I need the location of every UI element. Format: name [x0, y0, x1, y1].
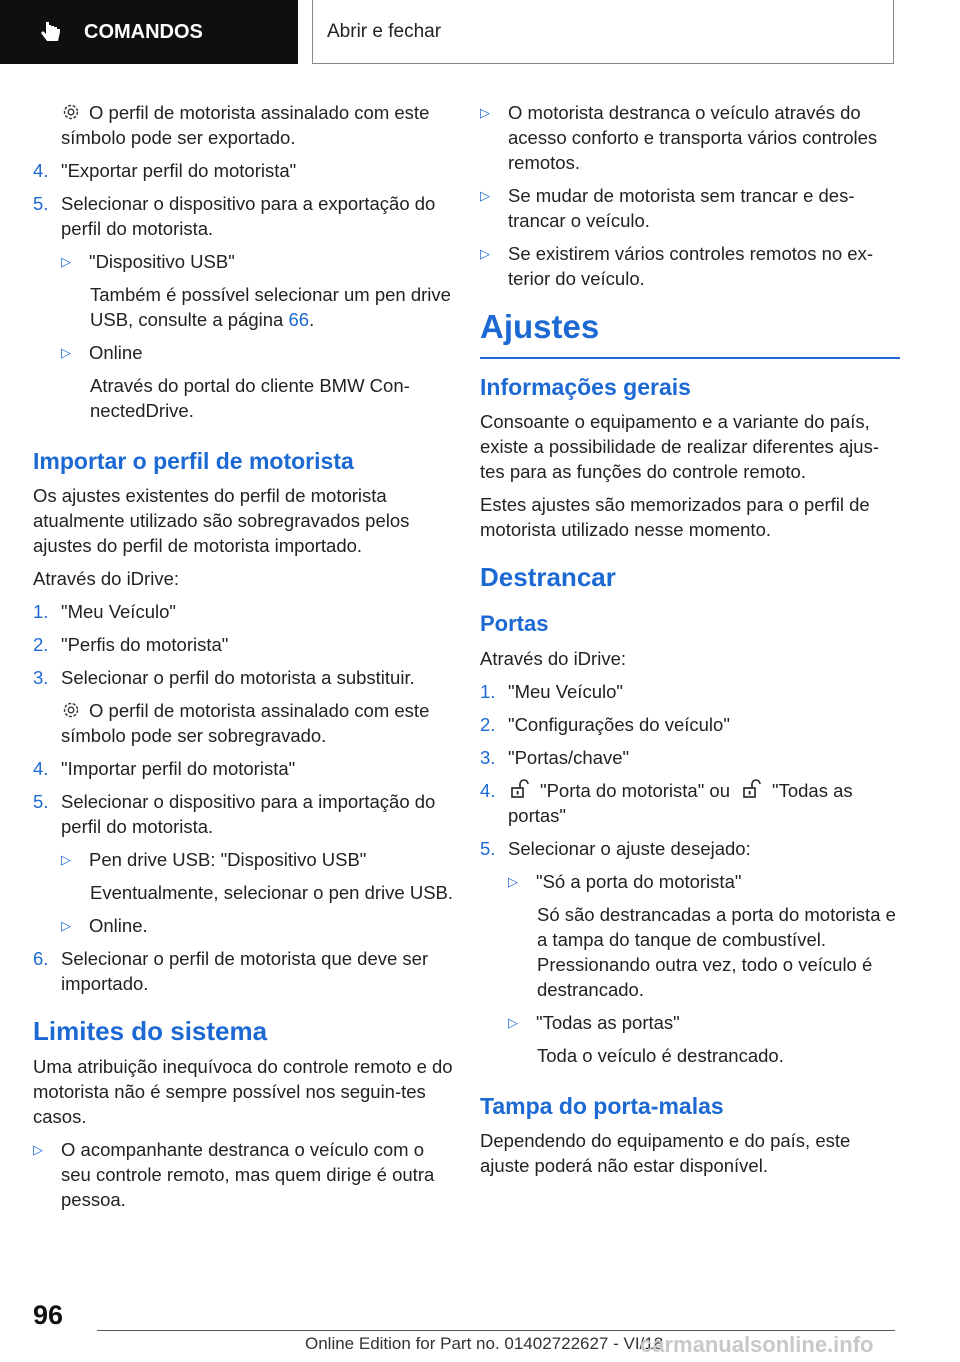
option-description: Toda o veículo é destrancado.: [537, 1045, 784, 1066]
list-item: 3. "Portas/chave": [480, 747, 630, 768]
paragraph: Uma atribuição inequívoca do controle remoto e do motorista não é sempre possível nos seguin-tes casos.: [33, 1056, 453, 1127]
page-number: 96: [33, 1300, 64, 1330]
bullet-arrow-icon: ▷: [33, 1142, 43, 1157]
bullet-item: ▷ Se mudar de motorista sem trancar e des-trancar o veículo.: [480, 185, 855, 231]
section-heading: Tampa do porta-malas: [480, 1093, 724, 1119]
usb-description: Também é possível selecionar um pen drive USB, consulte a página 66.: [90, 284, 451, 330]
paragraph: Dependendo do equipamento e do país, este ajuste poderá não estar disponível.: [480, 1130, 851, 1176]
list-item: 2. "Perfis do motorista": [33, 634, 229, 655]
page-link[interactable]: 66: [288, 309, 310, 330]
paragraph: Consoante o equipamento e a variante do país, existe a possibilidade de realizar diferentes ajus-tes para as funções do controle remoto.: [480, 411, 879, 482]
tab-open-close-label: Abrir e fechar: [327, 20, 442, 42]
bullet-arrow-icon: ▷: [480, 105, 490, 120]
unlock-icon: [740, 778, 762, 800]
section-heading: Informações gerais: [480, 374, 691, 400]
list-item: 1. "Meu Veículo": [480, 681, 623, 702]
footer-edition: Online Edition for Part no. 01402722627 - VI/18: [305, 1334, 664, 1353]
section-heading: Limites do sistema: [33, 1016, 268, 1046]
paragraph: Através do iDrive:: [480, 648, 626, 669]
option-description: Só são destrancadas a porta do motorista e a tampa do tanque de combustível. Pressionando outra vez, todo o veículo é destrancado.: [537, 904, 896, 1000]
bullet-arrow-icon: ▷: [61, 852, 71, 867]
bullet-item: ▷ "Só a porta do motorista": [508, 871, 742, 892]
tab-commands[interactable]: [0, 0, 298, 64]
import-usb-description: Eventualmente, selecionar o pen drive USB.: [90, 882, 454, 903]
subsection-heading: Portas: [480, 611, 549, 636]
bullet-item: ▷ "Dispositivo USB": [61, 251, 235, 272]
list-item: 5. Selecionar o ajuste desejado:: [480, 838, 751, 859]
list-item: 5. Selecionar o dispositivo para a exportação do perfil do motorista.: [33, 193, 436, 239]
left-column: [33, 100, 453, 1220]
list-item: 2. "Configurações do veículo": [480, 714, 730, 735]
import-symbol-note: O perfil de motorista assinalado com este símbolo pode ser sobregravado.: [61, 700, 430, 746]
list-item: 6. Selecionar o perfil de motorista que deve ser importado.: [33, 948, 429, 994]
bullet-arrow-icon: ▷: [61, 345, 71, 360]
page-header: [0, 0, 960, 66]
tab-commands-label: COMANDOS: [84, 20, 203, 43]
bullet-item: ▷ Online.: [61, 915, 148, 936]
bullet-item: ▷ O motorista destranca o veículo através do acesso conforto e transporta vários controles remotos.: [480, 102, 878, 173]
bullet-arrow-icon: ▷: [508, 1015, 518, 1030]
section-heading: Importar o perfil de motorista: [33, 448, 354, 474]
paragraph: Estes ajustes são memorizados para o perfil de motorista utilizado nesse momento.: [480, 494, 870, 540]
section-heading: Destrancar: [480, 562, 616, 592]
unlock-icon: [508, 778, 530, 800]
bullet-item: ▷ Se existirem vários controles remotos no ex-terior do veículo.: [480, 243, 873, 289]
bullet-item: ▷ O acompanhante destranca o veículo com o seu controle remoto, mas quem dirige é outra pessoa.: [33, 1139, 435, 1210]
bullet-arrow-icon: ▷: [61, 918, 71, 933]
bullet-arrow-icon: ▷: [480, 246, 490, 261]
bullet-arrow-icon: ▷: [61, 254, 71, 269]
gear-icon: [61, 700, 81, 720]
list-item: 4. "Porta do motorista" ou "Todas as portas": [480, 780, 853, 826]
paragraph: Através do iDrive:: [33, 568, 179, 589]
list-item: 1. "Meu Veículo": [33, 601, 176, 622]
right-column: [480, 100, 900, 1186]
footer-divider: [97, 1330, 895, 1331]
list-item: 4. "Importar perfil do motorista": [33, 758, 296, 779]
bullet-item: ▷ Online: [61, 342, 143, 363]
chapter-heading: Ajustes: [480, 307, 900, 359]
bullet-item: ▷ "Todas as portas": [508, 1012, 680, 1033]
gear-icon: [61, 102, 81, 122]
list-item: 3. Selecionar o perfil do motorista a substituir.: [33, 667, 415, 688]
online-description: Através do portal do cliente BMW Con-nectedDrive.: [90, 375, 410, 421]
hand-pointer-icon: [40, 20, 62, 44]
bullet-arrow-icon: ▷: [480, 188, 490, 203]
bullet-item: ▷ Pen drive USB: "Dispositivo USB": [61, 849, 367, 870]
export-symbol-note: O perfil de motorista assinalado com este símbolo pode ser exportado.: [61, 102, 430, 148]
bullet-arrow-icon: ▷: [508, 874, 518, 889]
tab-open-close[interactable]: [312, 0, 894, 64]
list-item: 5. Selecionar o dispositivo para a importação do perfil do motorista.: [33, 791, 436, 837]
paragraph: Os ajustes existentes do perfil de motorista atualmente utilizado são sobregravados pelos ajustes do perfil de motorista importado.: [33, 485, 410, 556]
watermark: carmanualsonline.info: [640, 1332, 874, 1357]
list-item: 4. "Exportar perfil do motorista": [33, 160, 297, 181]
